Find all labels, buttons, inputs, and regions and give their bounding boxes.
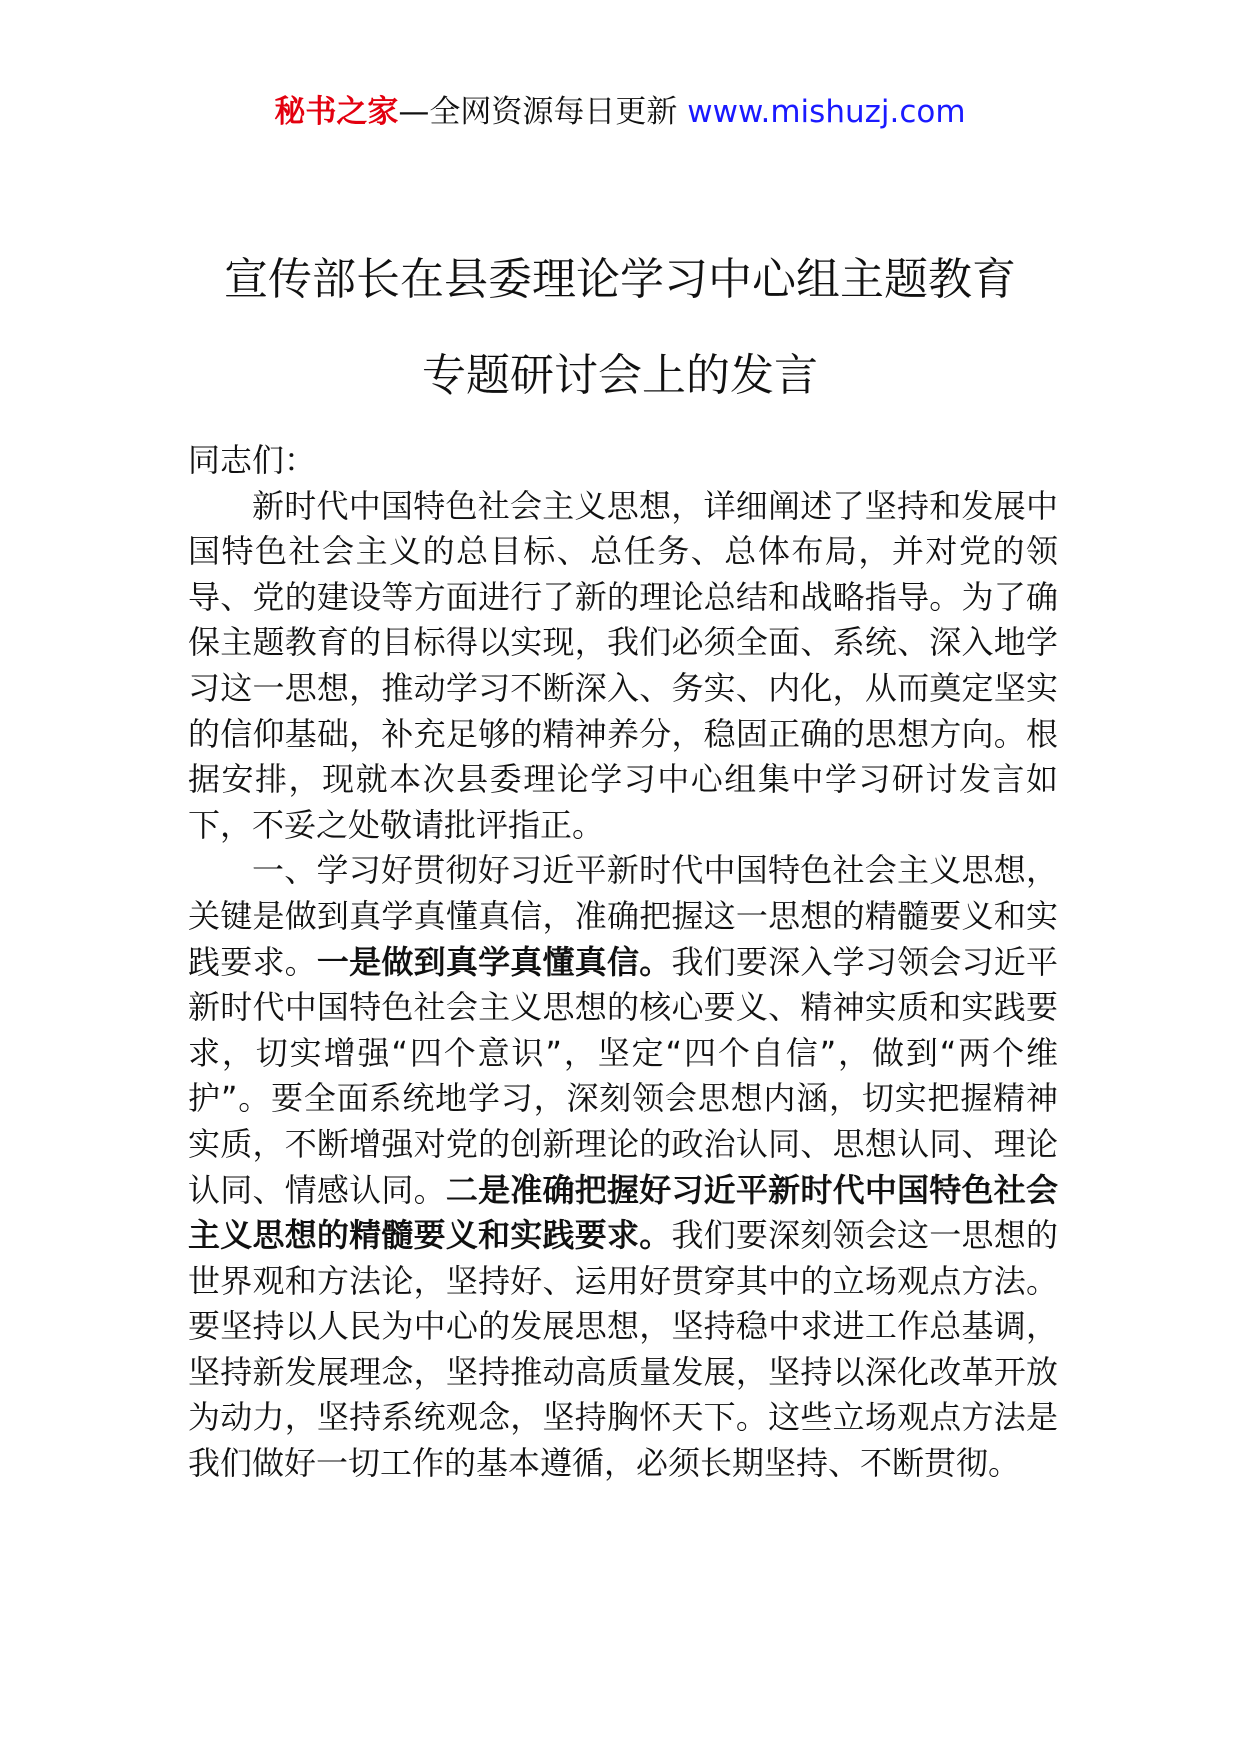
salutation: 同志们： [188, 441, 317, 479]
document-title-line-2: 专题研讨会上的发言 [422, 350, 818, 401]
site-url-link[interactable]: www.mishuzj.com [687, 94, 966, 130]
site-brand: 秘书之家 [274, 94, 399, 130]
section-one-heading-rest: ，关键是做到真学真懂真信，准确把握这一思想的精髓要义和实践要求。 [188, 851, 1058, 981]
paragraph-intro: 新时代中国特色社会主义思想，详细阐述了坚持和发展中国特色社会主义的总目标、总任务、总体布局，并对党的领导、党的建设等方面进行了新的理论总结和战略指导。为了确保主题教育的目标得以实现，我们必须全面、系统、深入地学习这一思想，推动学习不断深入、务实、内化，从而奠定坚实的信仰基础，补充足够的精神养分，稳固正确的思想方向。根据安排，现就本次县委理论学习中心组集中学习研讨发言如下，不妥之处敬请批评指正。 [188, 486, 1058, 844]
document-title-line-1: 宣传部长在县委理论学习中心组主题教育 [224, 254, 1016, 305]
site-header [0, 92, 1240, 132]
point-one-text: 我们要深入学习领会习近平新时代中国特色社会主义思想的核心要义、精神实质和实践要求，切实增强“四个意识”，坚定“四个自信”，做到“两个维护”。要全面系统地学习，深刻领会思想内涵，切实把握精神实质，不断增强对党的创新理论的政治认同、思想认同、理论认同、情感认同。 [188, 942, 1058, 1209]
document-title [150, 232, 1090, 424]
document-body [188, 438, 1058, 1487]
site-tagline: —全网资源每日更新 [398, 94, 678, 130]
paragraph-section-one [188, 848, 1058, 1486]
point-two-text: 我们要深刻领会这一思想的世界观和方法论，坚持好、运用好贯穿其中的立场观点方法。要坚持以人民为中心的发展思想，坚持稳中求进工作总基调，坚持新发展理念，坚持推动高质量发展，坚持以深化改革开放为动力，坚持系统观念，坚持胸怀天下。这些立场观点方法是我们做好一切工作的基本遵循，必须长期坚持、不断贯彻。 [188, 1216, 1058, 1483]
section-one-heading: 一、学习好贯彻好习近平新时代中国特色社会主义思想 [252, 851, 1026, 890]
point-two-title: 二是准确把握好习近平新时代中国特色社会主义思想的精髓要义和实践要求。 [188, 1170, 1058, 1255]
point-one-title: 一是做到真学真懂真信。 [316, 942, 672, 981]
